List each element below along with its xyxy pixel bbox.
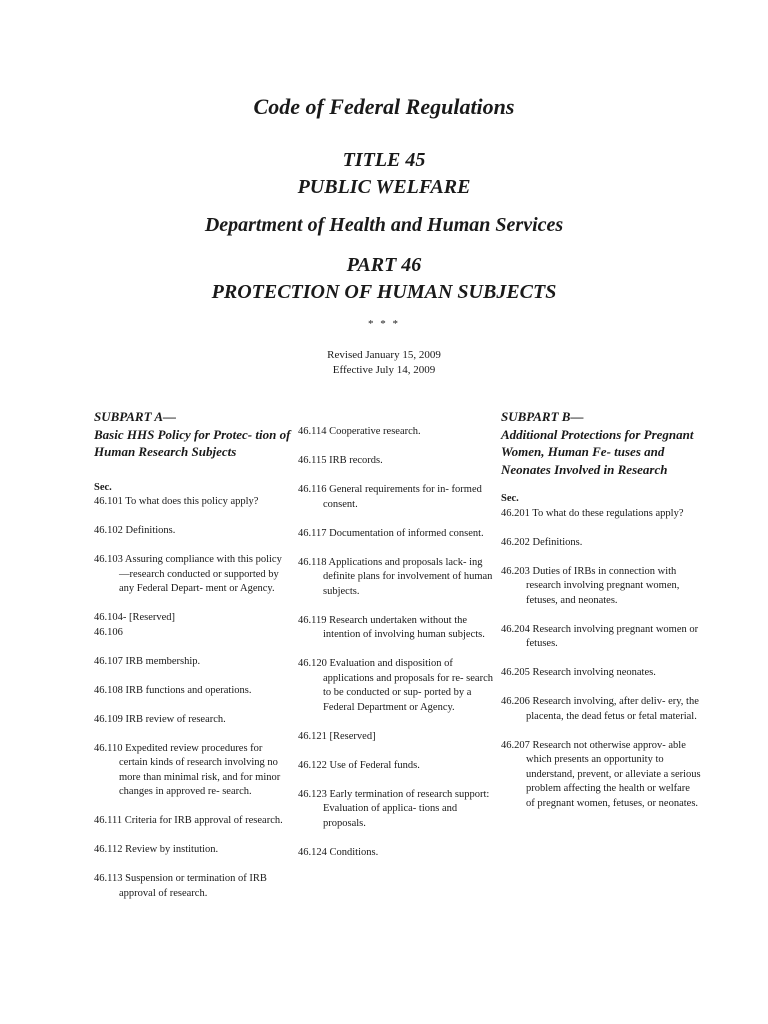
part-name: PROTECTION OF HUMAN SUBJECTS xyxy=(211,281,557,303)
middle-column xyxy=(298,425,494,875)
sec-label: Sec. xyxy=(501,493,519,504)
toc-entry: 46.123 Early termination of research support: Evaluation of applica- tions and proposals. xyxy=(298,788,490,829)
toc-entry: 46.119 Research undertaken without the intention of involving human subjects. xyxy=(298,614,485,640)
subpart-a-column xyxy=(94,408,292,916)
toc-entry: 46.124 Conditions. xyxy=(298,846,379,858)
part-number: PART 46 xyxy=(346,254,422,276)
toc-entry: 46.104- [Reserved] xyxy=(94,612,176,623)
title-name: PUBLIC WELFARE xyxy=(297,176,471,198)
toc-entry: 46.117 Documentation of informed consent. xyxy=(298,527,484,539)
effective-date: Effective July 14, 2009 xyxy=(332,364,436,376)
department-name: Department of Health and Human Services xyxy=(204,214,564,236)
toc-entry: 46.106 xyxy=(94,626,123,638)
toc-entry: 46.103 Assuring compliance with this policy—research conducted or supported by any Federal Depart- ment or Agency. xyxy=(94,554,282,594)
toc-entry: 46.112 Review by institution. xyxy=(94,844,219,855)
toc-entry: 46.107 IRB membership. xyxy=(94,655,201,667)
title-number: TITLE 45 xyxy=(342,149,426,171)
toc-entry: 46.204 Research involving pregnant women or fetuses. xyxy=(501,623,699,649)
toc-entry: 46.207 Research not otherwise approv- able which presents an opportunity to understand, prevent, or alleviate a serious problem affecting the health or welfare of pregnant women, fetuses, or neonates. xyxy=(501,739,701,809)
toc-entry: 46.116 General requirements for in- formed consent. xyxy=(298,484,482,510)
toc-entry: 46.108 IRB functions and operations. xyxy=(94,684,252,696)
toc-entry: 46.121 [Reserved] xyxy=(298,730,376,742)
subpart-b-heading: SUBPART B— xyxy=(501,409,584,424)
subpart-a-heading: SUBPART A— xyxy=(94,409,176,424)
separator: * * * xyxy=(368,318,400,330)
toc-entry: 46.110 Expedited review procedures for certain kinds of research involving no more than minimal risk, and for minor changes in approved re- search. xyxy=(94,742,281,797)
toc-entry: 46.202 Definitions. xyxy=(501,536,583,548)
toc-entry: 46.115 IRB records. xyxy=(298,455,383,466)
toc-entry: 46.109 IRB review of research. xyxy=(94,713,226,725)
toc-entry: 46.101 To what does this policy apply? xyxy=(94,496,259,507)
sec-label: Sec. xyxy=(94,481,112,493)
subpart-b-column xyxy=(501,408,701,826)
toc-entry: 46.113 Suspension or termination of IRB approval of research. xyxy=(94,873,267,899)
code-title: Code of Federal Regulations xyxy=(253,94,515,119)
toc-entry: 46.118 Applications and proposals lack- ing definite plans for involvement of human subjects. xyxy=(298,556,493,597)
revised-date: Revised January 15, 2009 xyxy=(327,349,441,361)
toc-entry: 46.203 Duties of IRBs in connection with research involving pregnant women, fetuses, and neonates. xyxy=(501,565,680,606)
toc-entry: 46.120 Evaluation and disposition of applications and proposals for re- search to be conducted or sup- ported by a Federal Department or Agency. xyxy=(298,658,493,713)
toc-entry: 46.102 Definitions. xyxy=(94,525,176,536)
toc-entry: 46.201 To what do these regulations apply? xyxy=(501,507,684,519)
toc-entry: 46.114 Cooperative research. xyxy=(298,426,421,437)
subpart-b-subtitle: Additional Protections for Pregnant Women, Human Fe- tuses and Neonates Involved in Research xyxy=(501,426,694,477)
toc-entry: 46.205 Research involving neonates. xyxy=(501,667,656,678)
toc-entry: 46.122 Use of Federal funds. xyxy=(298,759,420,771)
subpart-a-subtitle: Basic HHS Policy for Protec- tion of Human Research Subjects xyxy=(94,426,291,459)
toc-entry: 46.111 Criteria for IRB approval of research. xyxy=(94,815,283,826)
toc-entry: 46.206 Research involving, after deliv- ery, the placenta, the dead fetus or fetal material. xyxy=(501,696,699,722)
